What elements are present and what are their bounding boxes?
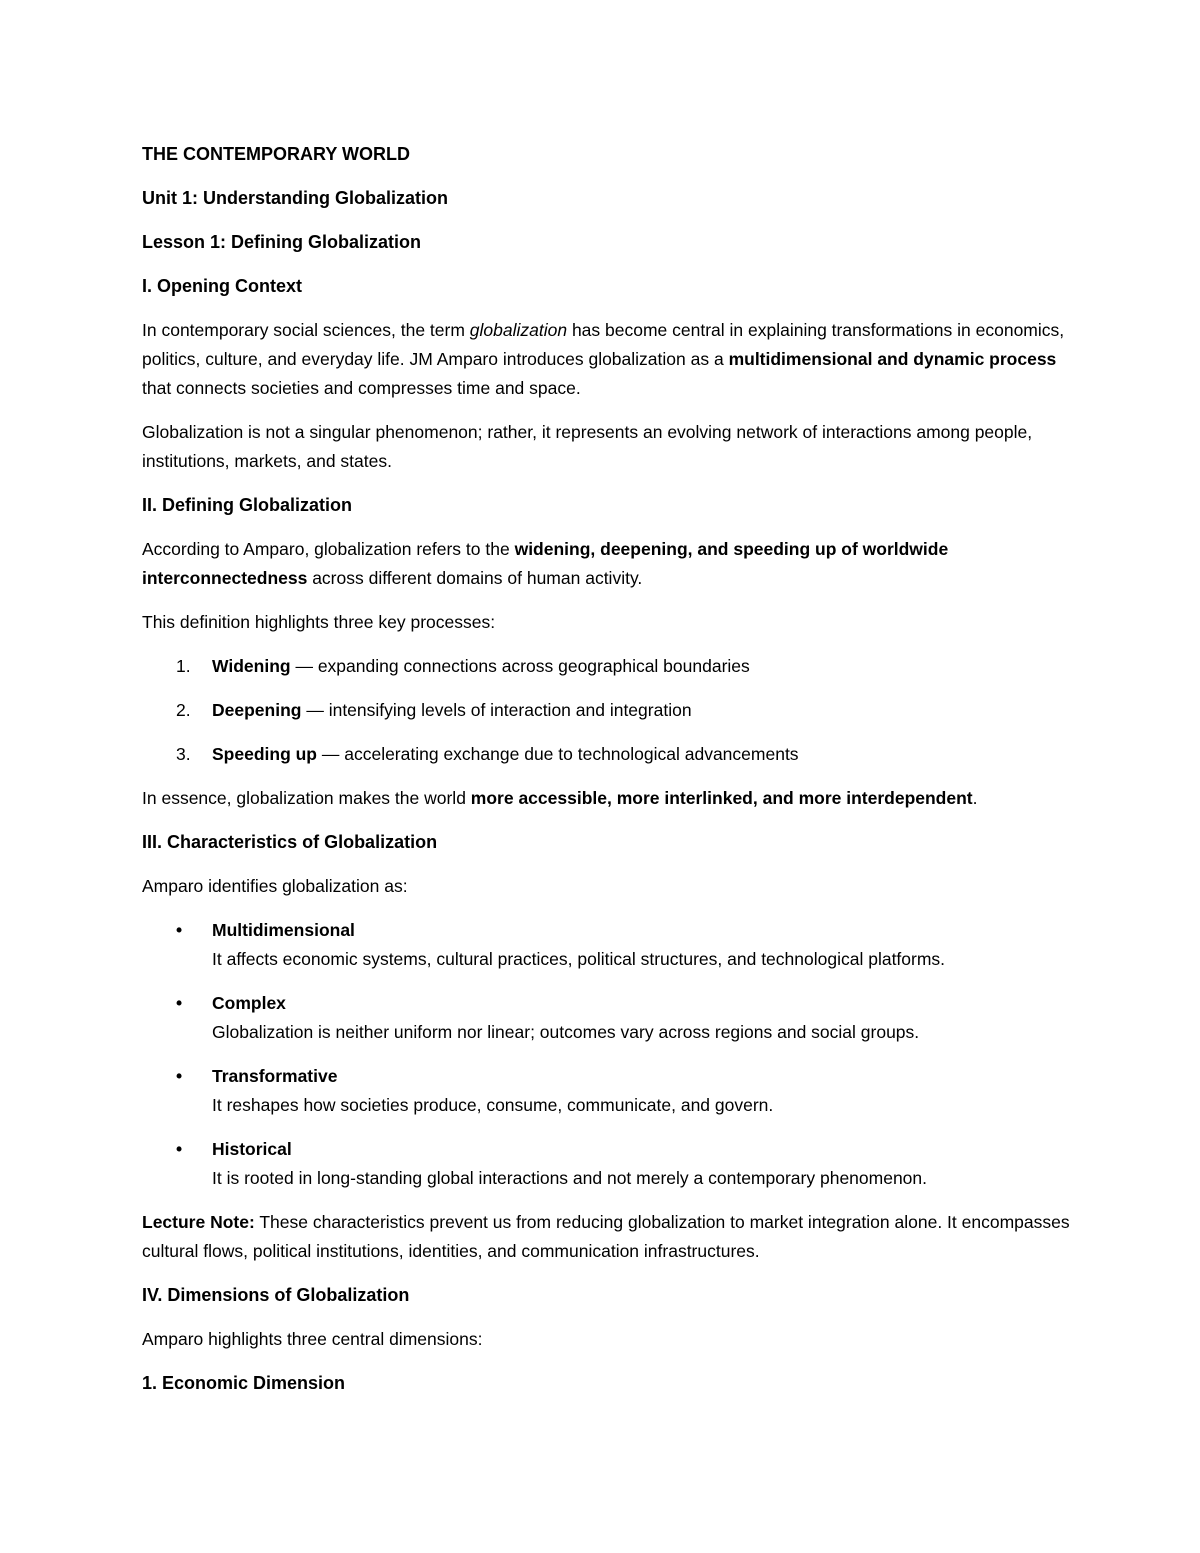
list-item [142, 989, 1072, 1047]
text-segment: across different domains of human activity. [307, 568, 643, 588]
characteristics-list [142, 916, 1072, 1193]
process-description: — expanding connections across geographical boundaries [290, 656, 750, 676]
document-title: THE CONTEMPORARY WORLD [142, 144, 410, 164]
list-number: 2. [176, 700, 191, 720]
paragraph-processes-intro: This definition highlights three key processes: [142, 612, 496, 632]
text-segment: has become central in explaining transformations in economics, politics, culture, and everyday life. JM Amparo introduces globalization as a [142, 320, 1065, 369]
list-number: 1. [176, 656, 191, 676]
list-number: 3. [176, 744, 191, 764]
text-segment: In essence, globalization makes the world [142, 788, 471, 808]
text-segment: . [972, 788, 978, 808]
processes-list [142, 652, 1072, 769]
characteristic-term: Historical [212, 1139, 292, 1159]
characteristic-description: It reshapes how societies produce, consume, communicate, and govern. [212, 1095, 774, 1115]
characteristic-description: It is rooted in long-standing global interactions and not merely a contemporary phenomenon. [212, 1168, 928, 1188]
list-item [142, 1062, 1072, 1120]
paragraph-opening-context-1 [142, 316, 1072, 403]
text-segment: In contemporary social sciences, the term [142, 320, 470, 340]
process-term: Deepening [212, 700, 302, 720]
section-heading-opening-context: I. Opening Context [142, 276, 302, 296]
bullet-icon: • [176, 1066, 183, 1086]
list-item [142, 916, 1072, 974]
lecture-note-text: These characteristics prevent us from reducing globalization to market integration alone. It encompasses cultural flows, political institutions, identities, and communication infrastructures. [142, 1212, 1070, 1261]
list-item [142, 740, 1072, 769]
text-segment: that connects societies and compresses time and space. [142, 378, 581, 398]
section-heading-defining-globalization: II. Defining Globalization [142, 495, 352, 515]
bullet-icon: • [176, 993, 183, 1013]
process-term: Widening [212, 656, 291, 676]
paragraph-opening-context-2: Globalization is not a singular phenomenon; rather, it represents an evolving network of interactions among people, institutions, markets, and states. [142, 422, 1033, 471]
lesson-title: Lesson 1: Defining Globalization [142, 232, 422, 252]
bold-phrase: more accessible, more interlinked, and more interdependent [470, 788, 973, 808]
paragraph-definition [142, 535, 1072, 593]
paragraph-lecture-note [142, 1208, 1072, 1266]
characteristic-description: Globalization is neither uniform nor linear; outcomes vary across regions and social groups. [212, 1022, 920, 1042]
section-heading-characteristics: III. Characteristics of Globalization [142, 832, 438, 852]
bold-phrase: multidimensional and dynamic process [728, 349, 1057, 369]
italic-term: globalization [469, 320, 568, 340]
bullet-icon: • [176, 920, 183, 940]
text-segment: According to Amparo, globalization refers to the [142, 539, 515, 559]
unit-title: Unit 1: Understanding Globalization [142, 188, 448, 208]
characteristic-term: Multidimensional [212, 920, 355, 940]
characteristic-term: Complex [212, 993, 286, 1013]
characteristic-term: Transformative [212, 1066, 338, 1086]
process-term: Speeding up [212, 744, 317, 764]
list-item [142, 696, 1072, 725]
paragraph-dimensions-intro: Amparo highlights three central dimensions: [142, 1329, 483, 1349]
characteristic-description: It affects economic systems, cultural practices, political structures, and technological platforms. [212, 949, 946, 969]
bold-phrase: widening, deepening, and speeding up of worldwide interconnectedness [142, 539, 949, 588]
paragraph-essence [142, 784, 1072, 813]
paragraph-characteristics-intro: Amparo identifies globalization as: [142, 876, 408, 896]
process-description: — accelerating exchange due to technological advancements [317, 744, 799, 764]
document-page [142, 140, 1072, 1413]
process-description: — intensifying levels of interaction and integration [301, 700, 692, 720]
bullet-icon: • [176, 1139, 183, 1159]
list-item [142, 652, 1072, 681]
section-heading-dimensions: IV. Dimensions of Globalization [142, 1285, 410, 1305]
list-item [142, 1135, 1072, 1193]
subheading-economic-dimension: 1. Economic Dimension [142, 1373, 346, 1393]
lecture-note-label: Lecture Note: [142, 1212, 255, 1232]
